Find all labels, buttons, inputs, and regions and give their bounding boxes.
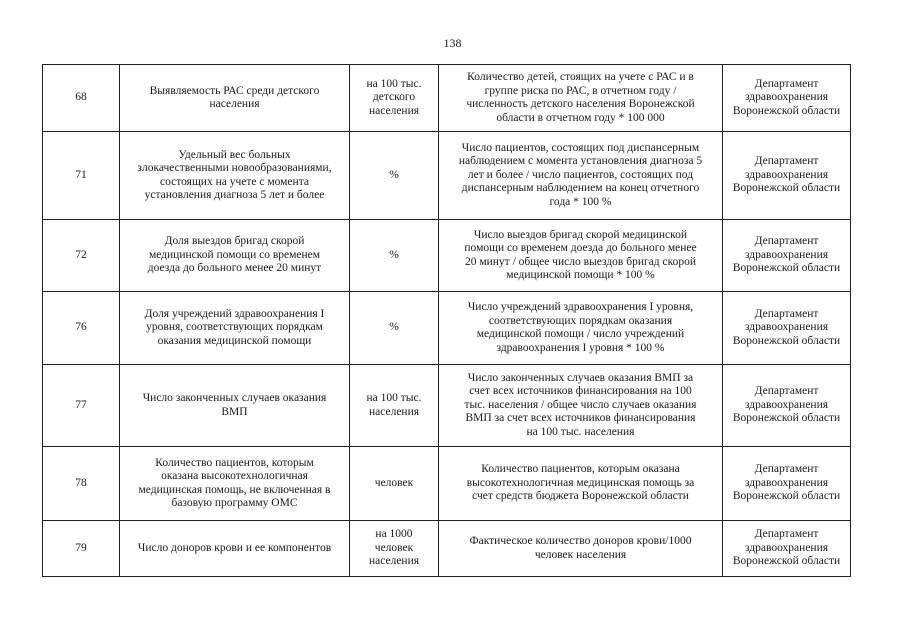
formula: Количество пациентов, которым оказана высокотехнологичная медицинская помощь за счет средств бюджета Воронежской области (466, 463, 695, 503)
responsible: Департамент здравоохранения Воронежской области (732, 307, 841, 347)
responsible: Департамент здравоохранения Воронежской области (732, 528, 841, 568)
indicator-number-cell (43, 132, 120, 220)
indicator-number-cell (43, 65, 120, 132)
formula-cell (439, 132, 723, 220)
indicator-number-cell (43, 365, 120, 447)
unit-cell (350, 521, 439, 577)
indicator-name: Число доноров крови и ее компонентов (137, 541, 332, 554)
formula: Фактическое количество доноров крови/1000 человек населения (469, 535, 692, 561)
indicator-name-cell (120, 292, 350, 365)
responsible: Департамент здравоохранения Воронежской области (732, 155, 841, 195)
unit-cell (350, 132, 439, 220)
unit-cell (350, 292, 439, 365)
indicator-number: 79 (75, 541, 87, 554)
responsible-cell (723, 521, 851, 577)
indicator-number: 68 (75, 91, 87, 104)
unit-cell (350, 447, 439, 521)
formula-cell (439, 220, 723, 292)
formula: Число пациентов, состоящих под диспансерным наблюдением с момента установления диагноза 5 лет и более / число пациентов, состоящих под диспансерным наблюдением на конец отчетного года * 100 % (458, 141, 703, 208)
formula-cell (439, 65, 723, 132)
indicator-number: 72 (75, 248, 87, 261)
indicator-number-cell (43, 292, 120, 365)
indicator-number: 77 (75, 398, 87, 411)
indicator-number-cell (43, 521, 120, 577)
formula: Число законченных случаев оказания ВМП за счет всех источников финансирования на 100 тыс. населения / общее число случаев оказания ВМП за счет всех источников финансирования на 100 тыс. населения (464, 371, 697, 438)
indicator-name-cell (120, 65, 350, 132)
formula: Количество детей, стоящих на учете с РАС и в группе риска по РАС, в отчетном году / численность детского населения Воронежской области в отчетном году * 100 000 (466, 71, 695, 124)
unit: на 100 тыс. населения (366, 392, 422, 418)
indicator-name: Удельный вес больных злокачественными новообразованиями, состоящих на учете с момента установления диагноза 5 лет и более (137, 148, 332, 201)
indicators-table (42, 64, 851, 577)
unit: % (389, 248, 399, 261)
indicator-name: Выявляемость РАС среди детского населения (149, 84, 320, 110)
indicator-name-cell (120, 521, 350, 577)
indicator-number: 71 (75, 168, 87, 181)
unit: % (389, 168, 399, 181)
unit: человек (374, 476, 414, 489)
table-row (43, 365, 851, 447)
indicator-name-cell (120, 447, 350, 521)
responsible-cell (723, 220, 851, 292)
responsible: Департамент здравоохранения Воронежской области (732, 385, 841, 425)
indicator-name: Количество пациентов, которым оказана высокотехнологичная медицинская помощь, не включенная в базовую программу ОМС (138, 456, 331, 509)
indicator-name: Доля выездов бригад скорой медицинской помощи со временем доезда до больного менее 20 минут (147, 235, 322, 275)
formula-cell (439, 521, 723, 577)
table-row (43, 220, 851, 292)
responsible: Департамент здравоохранения Воронежской области (732, 463, 841, 503)
responsible-cell (723, 447, 851, 521)
formula-cell (439, 365, 723, 447)
responsible: Департамент здравоохранения Воронежской области (732, 77, 841, 117)
indicator-number: 78 (75, 476, 87, 489)
indicator-name-cell (120, 365, 350, 447)
responsible: Департамент здравоохранения Воронежской области (732, 235, 841, 275)
unit: на 1000 человек населения (368, 528, 420, 568)
unit-cell (350, 365, 439, 447)
unit: % (389, 321, 399, 334)
indicator-name-cell (120, 132, 350, 220)
formula-cell (439, 292, 723, 365)
indicator-number-cell (43, 220, 120, 292)
responsible-cell (723, 292, 851, 365)
unit-cell (350, 220, 439, 292)
indicator-name: Число законченных случаев оказания ВМП (142, 392, 327, 418)
table-row (43, 521, 851, 577)
indicator-number: 76 (75, 321, 87, 334)
responsible-cell (723, 132, 851, 220)
formula: Число учреждений здравоохранения I уровня, соответствующих порядкам оказания медицинской помощи / число учреждений здравоохранения I уровня * 100 % (467, 301, 694, 354)
unit-cell (350, 65, 439, 132)
responsible-cell (723, 365, 851, 447)
table-row (43, 292, 851, 365)
formula-cell (439, 447, 723, 521)
indicator-number-cell (43, 447, 120, 521)
table-row (43, 447, 851, 521)
indicators-table-wrapper (42, 64, 851, 577)
table-row (43, 132, 851, 220)
indicator-name: Доля учреждений здравоохранения I уровня, соответствующих порядкам оказания медицинской помощи (144, 307, 325, 347)
table-row (43, 65, 851, 132)
responsible-cell (723, 65, 851, 132)
unit: на 100 тыс. детского населения (366, 77, 422, 117)
indicator-name-cell (120, 220, 350, 292)
page-number: 138 (443, 36, 462, 50)
formula: Число выездов бригад скорой медицинской помощи со временем доезда до больного менее 20 минут / общее число выездов бригад скорой медицинской помощи * 100 % (464, 228, 697, 281)
